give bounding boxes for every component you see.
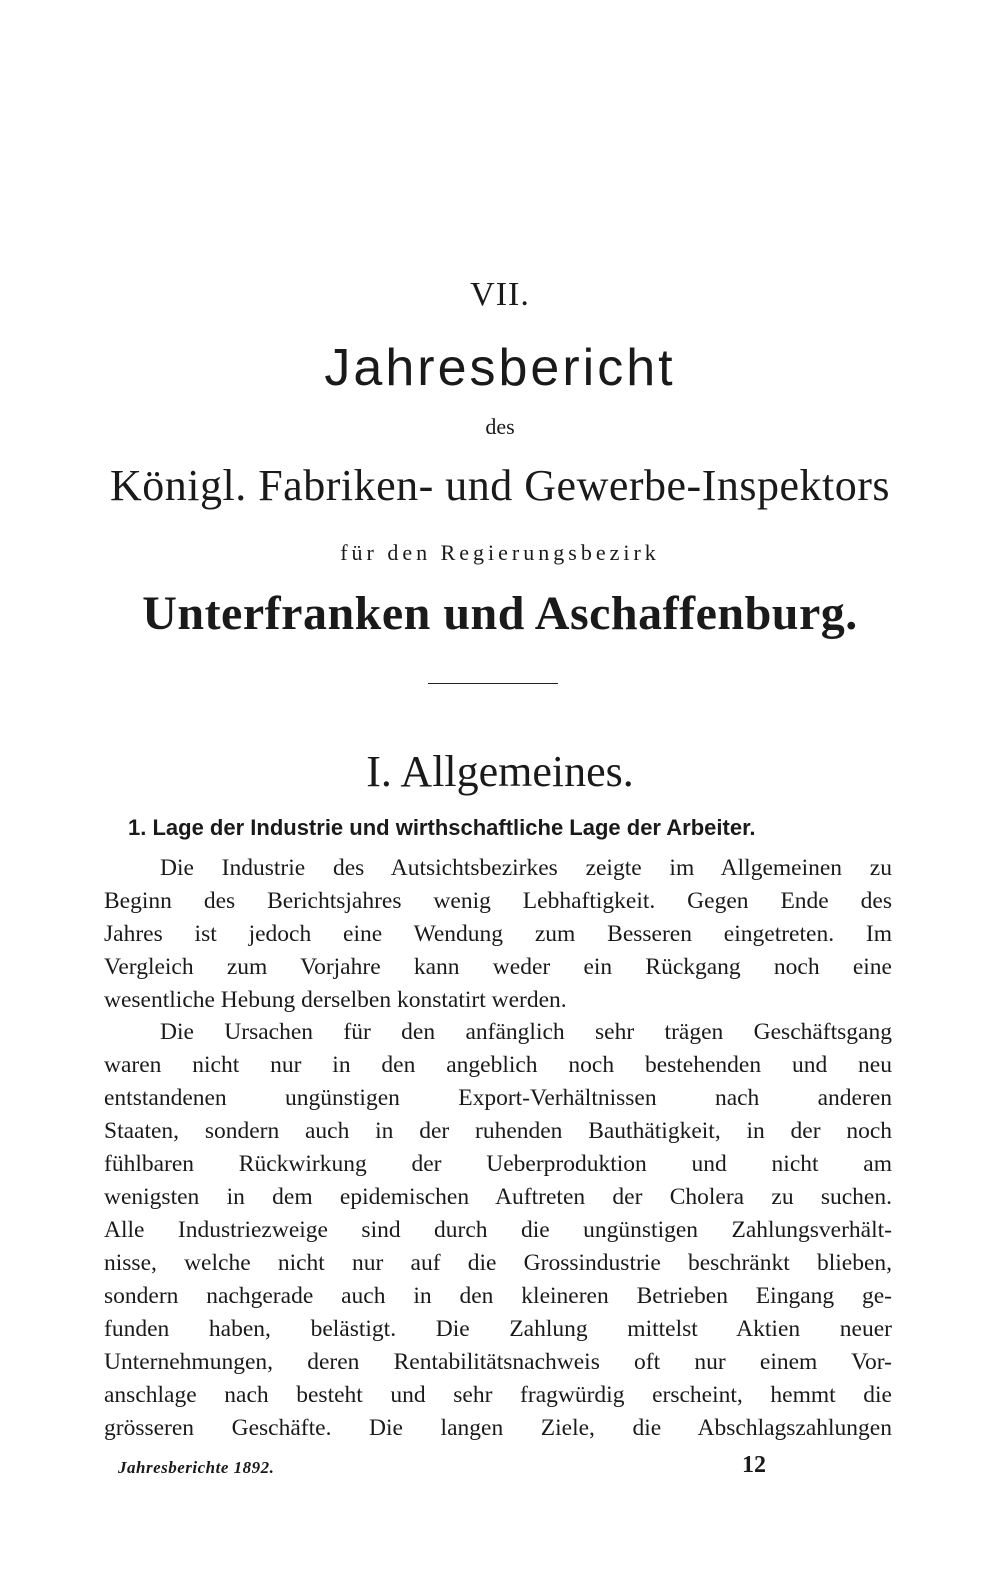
- text-line: funden haben, belästigt. Die Zahlung mittelst Aktien neuer: [104, 1316, 892, 1342]
- title-connector: des: [485, 414, 515, 439]
- title-divider: [428, 683, 558, 684]
- text-line: fühlbaren Rückwirkung der Ueberproduktion und nicht am: [104, 1151, 892, 1177]
- report-title: Jahresbericht: [324, 339, 676, 397]
- subsection-heading: 1. Lage der Industrie und wirthschaftliche Lage der Arbeiter.: [128, 815, 756, 840]
- text-line: Die Ursachen für den anfänglich sehr trägen Geschäftsgang: [160, 1019, 892, 1045]
- section-heading: I. Allgemeines.: [366, 747, 634, 796]
- page-number: 12: [742, 1452, 766, 1478]
- text-line: Die Industrie des Autsichtsbezirkes zeigte im Allgemeinen zu: [160, 855, 892, 881]
- running-footer: Jahresberichte 1892.: [118, 1458, 275, 1477]
- text-line: entstandenen ungünstigen Export-Verhältnissen nach anderen: [104, 1085, 892, 1111]
- text-line: Jahres ist jedoch eine Wendung zum Besseren eingetreten. Im: [104, 921, 892, 947]
- text-line: wesentliche Hebung derselben konstatirt werden.: [104, 987, 567, 1013]
- text-line: nisse, welche nicht nur auf die Grossindustrie beschränkt blieben,: [104, 1250, 892, 1276]
- region-name: Unterfranken und Aschaffenburg.: [142, 587, 858, 640]
- text-line: wenigsten in dem epidemischen Auftreten der Cholera zu suchen.: [104, 1184, 892, 1210]
- text-line: Beginn des Berichtsjahres wenig Lebhaftigkeit. Gegen Ende des: [104, 888, 892, 914]
- text-line: grösseren Geschäfte. Die langen Ziele, die Abschlagszahlungen: [104, 1415, 892, 1441]
- region-intro: für den Regierungsbezirk: [340, 540, 660, 565]
- text-line: anschlage nach besteht und sehr fragwürdig erscheint, hemmt die: [104, 1382, 892, 1408]
- inspector-line: Königl. Fabriken- und Gewerbe-Inspektors: [109, 461, 891, 510]
- text-line: sondern nachgerade auch in den kleineren Betrieben Eingang ge-: [104, 1283, 892, 1309]
- paragraph-1: [104, 852, 892, 1017]
- paragraph-2: [104, 1016, 892, 1445]
- text-line: Vergleich zum Vorjahre kann weder ein Rückgang noch eine: [104, 954, 892, 980]
- text-line: Staaten, sondern auch in der ruhenden Bauthätigkeit, in der noch: [104, 1118, 892, 1144]
- text-line: waren nicht nur in den angeblich noch bestehenden und neu: [104, 1052, 892, 1078]
- chapter-number: VII.: [470, 276, 530, 313]
- text-line: Unternehmungen, deren Rentabilitätsnachweis oft nur einem Vor-: [104, 1349, 892, 1375]
- text-line: Alle Industriezweige sind durch die ungünstigen Zahlungsverhält-: [104, 1217, 892, 1243]
